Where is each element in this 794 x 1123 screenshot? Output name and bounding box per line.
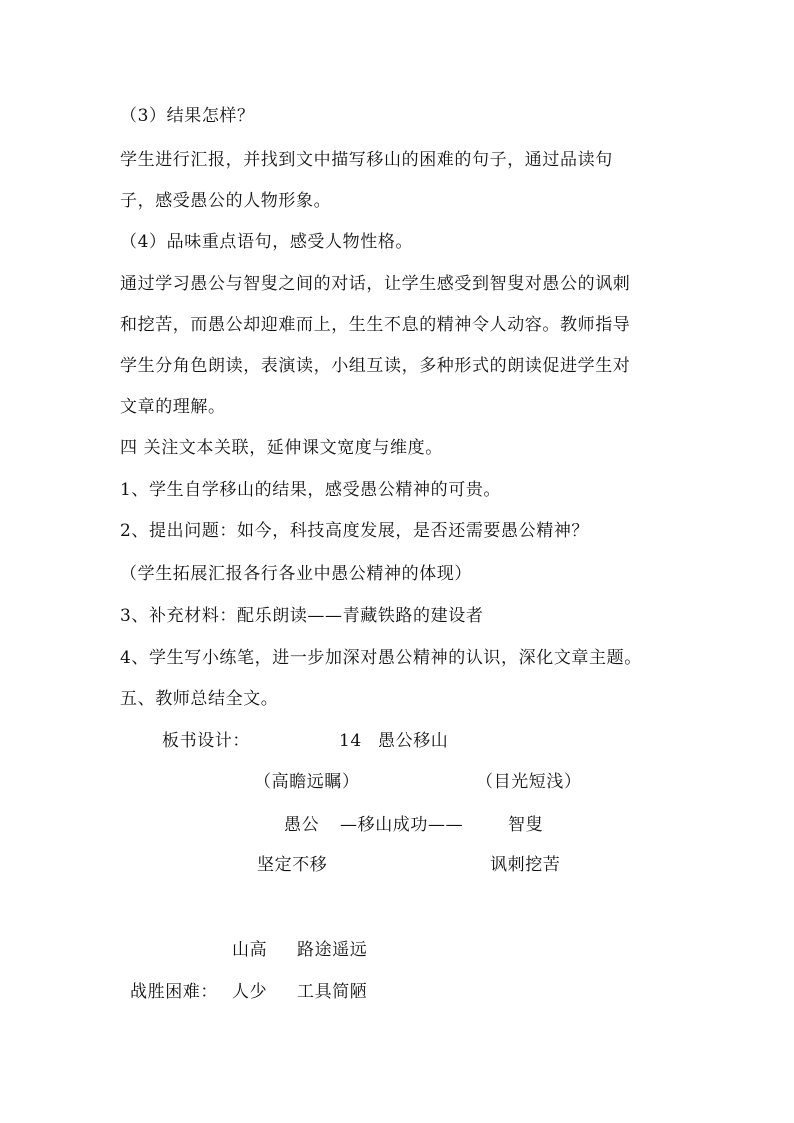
list-item: 2、提出问题：如今，科技高度发展，是否还需要愚公精神？ [120, 521, 590, 541]
paragraph-line: 文章的理解。 [120, 397, 226, 417]
board-center-result: —移山成功—— [340, 815, 464, 835]
difficulty-item: 人少 [232, 982, 268, 1002]
paragraph-line: （学生拓展汇报各行各业中愚公精神的体现） [120, 564, 472, 584]
board-right-trait: （目光短浅） [476, 772, 582, 792]
subheading-result: （3）结果怎样？ [120, 106, 255, 126]
difficulty-item: 路途遥远 [297, 940, 368, 960]
lesson-number: 14 [339, 731, 362, 751]
subheading-key-sentences: （4）品味重点语句，感受人物性格。 [120, 232, 414, 252]
paragraph-line: 学生分角色朗读，表演读，小组互读，多种形式的朗读促进学生对 [120, 356, 631, 376]
list-item: 4、学生写小练笔，进一步加深对愚公精神的认识，深化文章主题。 [120, 648, 642, 668]
board-label: 板书设计： [162, 731, 250, 751]
board-left-trait: （高瞻远瞩） [254, 772, 360, 792]
list-item: 3、补充材料：配乐朗读——青藏铁路的建设者 [120, 606, 484, 626]
difficulty-label: 战胜困难： [130, 982, 218, 1002]
lesson-title: 愚公移山 [378, 731, 449, 751]
board-right-attitude: 讽刺挖苦 [490, 855, 561, 875]
board-left-attitude: 坚定不移 [257, 855, 328, 875]
list-item: 1、学生自学移山的结果，感受愚公精神的可贵。 [120, 480, 502, 500]
section-heading-four: 四 关注文本关联，延伸课文宽度与维度。 [120, 438, 443, 458]
difficulty-item: 工具简陋 [297, 982, 368, 1002]
paragraph-line: 和挖苦，而愚公却迎难而上，生生不息的精神令人动容。教师指导 [120, 315, 631, 335]
section-heading-five: 五、教师总结全文。 [120, 689, 279, 709]
paragraph-line: 子，感受愚公的人物形象。 [120, 191, 332, 211]
board-right-person: 智叟 [508, 815, 544, 835]
board-left-person: 愚公 [284, 815, 320, 835]
difficulty-item: 山高 [232, 940, 268, 960]
paragraph-line: 通过学习愚公与智叟之间的对话，让学生感受到智叟对愚公的讽刺 [120, 274, 631, 294]
paragraph-line: 学生进行汇报，并找到文中描写移山的困难的句子，通过品读句 [120, 150, 613, 170]
